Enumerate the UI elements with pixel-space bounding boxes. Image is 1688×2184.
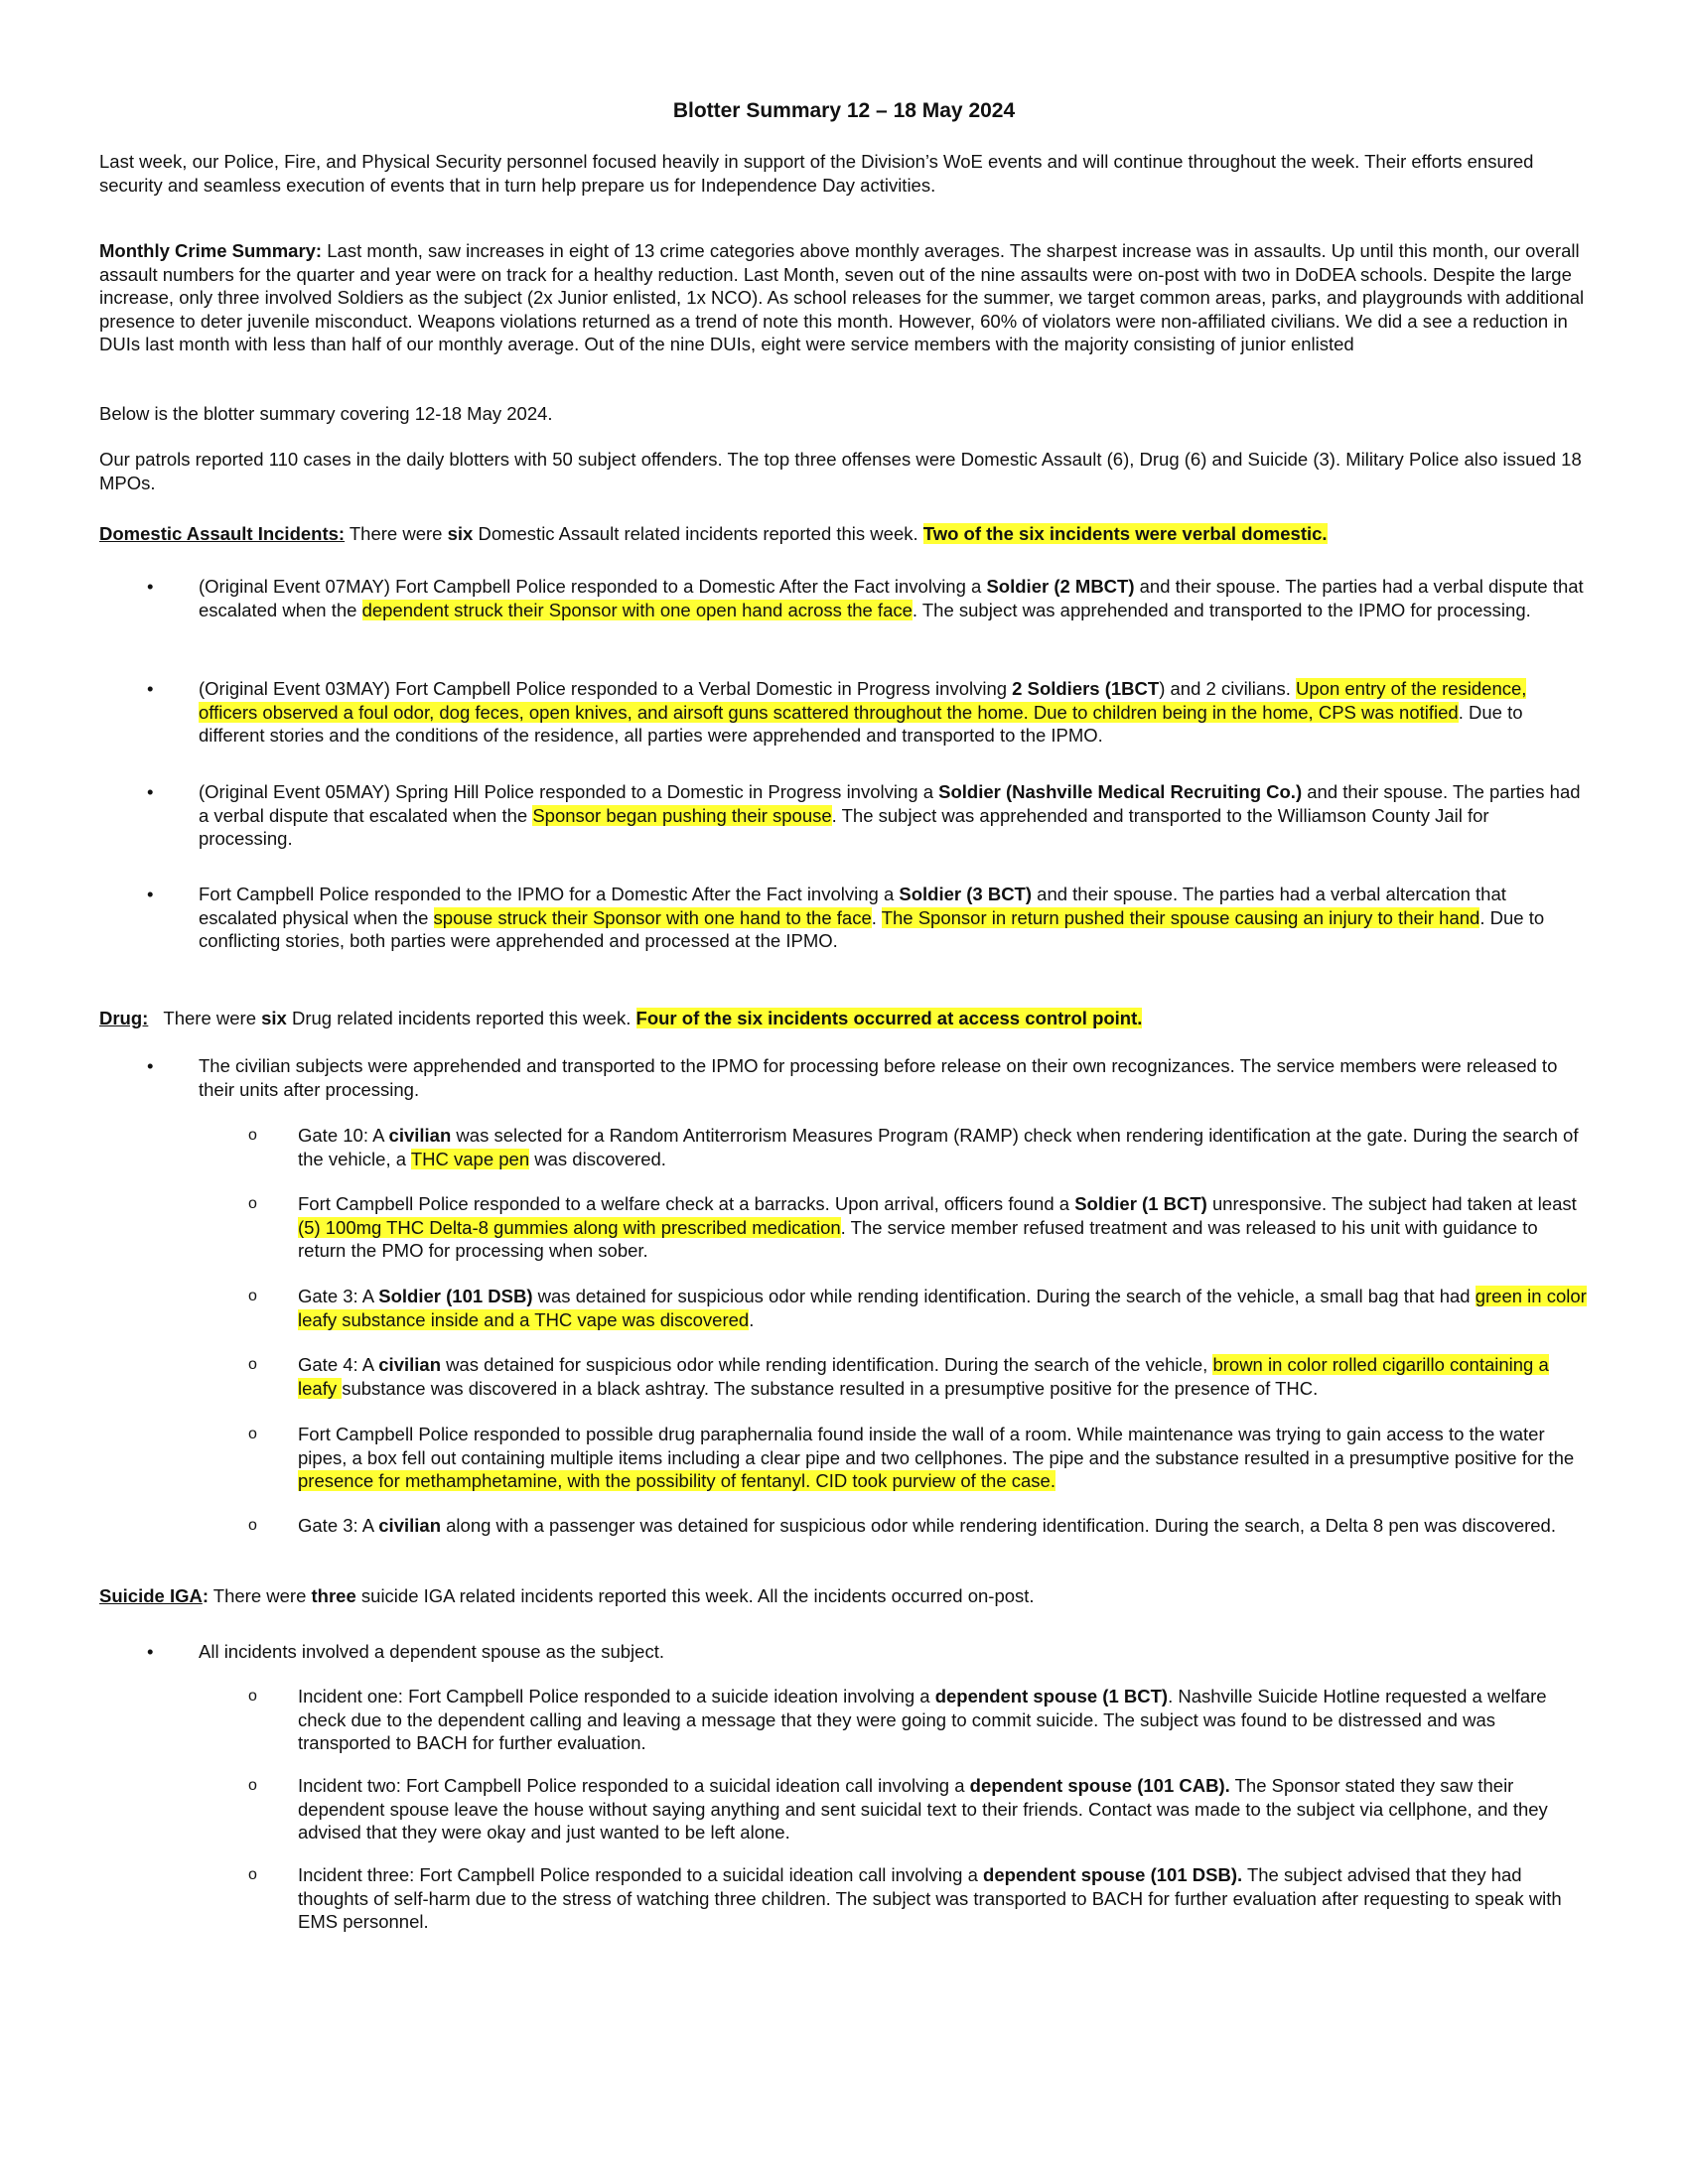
item-text: . Due to different stories and the conditions of the residence, all parties were apprehended and transported to the IPMO.: [199, 701, 1523, 746]
drug-count: six: [261, 1008, 287, 1028]
drug-item: [298, 1192, 1589, 1263]
item-text: Fort Campbell Police responded to the IPMO for a Domestic After the Fact involving a: [199, 884, 900, 904]
item-text: Gate 4: A: [298, 1354, 379, 1375]
domestic-heading-line: [99, 522, 1589, 546]
item-text: . The service member refused treatment and was released to his unit with guidance to return the PMO for processing when sober.: [298, 1216, 1538, 1261]
suicide-bullet: All incidents involved a dependent spouse as the subject.: [199, 1641, 664, 1662]
item-text: along with a passenger was detained for suspicious odor while rendering identification. During the search, a Delta 8 pen was discovered.: [441, 1515, 1556, 1536]
domestic-text: There were: [345, 523, 448, 544]
item-highlight: The Sponsor in return pushed their spouse causing an injury to their hand: [881, 906, 1480, 928]
below-paragraph: Below is the blotter summary covering 12-18 May 2024.: [99, 403, 553, 424]
bullet-icon: •: [147, 1641, 154, 1662]
item-text: substance was discovered in a black ashtray. The substance resulted in a presumptive positive for the presence of THC.: [342, 1377, 1319, 1399]
domestic-item: [199, 780, 1584, 851]
item-text: and their spouse. The parties had a verbal dispute that escalated when the: [199, 781, 1581, 826]
item-text: was detained for suspicious odor while rending identification. During the search of the vehicle, a small bag that had: [532, 1286, 1476, 1306]
item-subject: dependent spouse (101 DSB).: [983, 1864, 1243, 1885]
item-highlight: spouse struck their Sponsor with one hand to the face: [433, 906, 872, 928]
sub-bullet-icon: o: [248, 1517, 257, 1534]
sub-bullet-icon: o: [248, 1288, 257, 1304]
item-unit: Soldier (2 MBCT): [986, 576, 1135, 597]
sub-bullet-icon: o: [248, 1356, 257, 1373]
suicide-item: [298, 1774, 1589, 1844]
item-highlight: (5) 100mg THC Delta-8 gummies along with prescribed medication: [298, 1216, 841, 1238]
item-subject: dependent spouse (101 CAB).: [969, 1775, 1230, 1796]
drug-heading-line: [99, 1007, 1589, 1030]
drug-text-2: Drug related incidents reported this week.: [286, 1008, 636, 1028]
item-text: . The subject was apprehended and transported to the IPMO for processing.: [912, 599, 1531, 620]
sub-bullet-icon: o: [248, 1688, 257, 1705]
item-highlight: THC vape pen: [410, 1148, 530, 1169]
sub-bullet-icon: o: [248, 1195, 257, 1212]
monthly-text: Last month, saw increases in eight of 13 crime categories above monthly averages. The sharpest increase was in assaults. Up until this month, our overall assault numbers for the quarter and year were on track for a healthy reduction. Last Month, seven out of the nine assaults were on-post with two in DoDEA schools. Despite the large increase, only three involved Soldiers as the subject (2x Junior enlisted, 1x NCO). As school releases for the summer, we target common areas, parks, and playgrounds with additional presence to deter juvenile misconduct. Weapons violations returned as a trend of note this month. However, 60% of violators were non-affiliated civilians. We did a see a reduction in DUIs last month with less than half of our monthly average. Out of the nine DUIs, eight were service members with the majority consisting of junior enlisted: [99, 240, 1585, 354]
bullet-icon: •: [147, 678, 154, 699]
document-title: Blotter Summary 12 – 18 May 2024: [672, 99, 1016, 122]
drug-heading: Drug:: [99, 1008, 149, 1028]
item-text: The subject advised that they had thoughts of self-harm due to the stress of watching three children. The subject was transported to BACH for further evaluation after requesting to speak with EMS personnel.: [298, 1864, 1562, 1932]
domestic-count: six: [447, 523, 474, 544]
item-text: Incident one: Fort Campbell Police responded to a suicide ideation involving a: [298, 1686, 935, 1706]
item-text: Incident three: Fort Campbell Police responded to a suicidal ideation call involving a: [298, 1864, 984, 1885]
item-text: . Due to conflicting stories, both parties were apprehended and processed at the IPMO.: [199, 906, 1545, 951]
bullet-icon: •: [147, 781, 154, 802]
item-text: Gate 3: A: [298, 1515, 379, 1536]
drug-text: There were: [148, 1008, 262, 1028]
item-text: . Nashville Suicide Hotline requested a welfare check due to the dependent calling and leaving a message that they were going to commit suicide. The subject was found to be distressed and was transported to BACH for further evaluation.: [298, 1686, 1547, 1753]
item-subject: civilian: [388, 1125, 452, 1146]
item-subject: Soldier (101 DSB): [378, 1286, 533, 1306]
item-text: The Sponsor stated they saw their dependent spouse leave the house without saying anything and sent suicidal text to their friends. Contact was made to the subject via cellphone, and they advised that they were okay and just wanted to be left alone.: [298, 1775, 1548, 1843]
suicide-count: three: [311, 1585, 356, 1606]
patrols-paragraph: Our patrols reported 110 cases in the daily blotters with 50 subject offenders. The top three offenses were Domestic Assault (6), Drug (6) and Suicide (3). Military Police also issued 18 MPOs.: [99, 449, 1582, 493]
item-highlight: Sponsor began pushing their spouse: [532, 804, 832, 826]
suicide-text: There were: [209, 1585, 312, 1606]
suicide-item: [298, 1863, 1589, 1934]
suicide-heading-line: [99, 1584, 1589, 1608]
sub-bullet-icon: o: [248, 1777, 257, 1794]
item-text: .: [871, 906, 882, 928]
item-text: (Original Event 07MAY) Fort Campbell Police responded to a Domestic After the Fact involving a: [199, 576, 987, 597]
suicide-heading: Suicide IGA: [99, 1585, 203, 1606]
monthly-crime-summary: [99, 239, 1589, 356]
item-highlight: Upon entry of the residence, officers observed a foul odor, dog feces, open knives, and airsoft guns scattered throughout the home. Due to children being in the home, CPS was notified: [199, 678, 1527, 723]
item-unit: 2 Soldiers (1BCT: [1012, 678, 1160, 699]
item-subject: Soldier (1 BCT): [1074, 1193, 1207, 1214]
item-text: (Original Event 03MAY) Fort Campbell Police responded to a Verbal Domestic in Progress involving: [199, 678, 1013, 699]
item-text: was detained for suspicious odor while rending identification. During the search of the vehicle,: [441, 1354, 1213, 1375]
drug-item: [298, 1423, 1589, 1493]
item-highlight: brown in color rolled cigarillo containing a leafy: [298, 1354, 1549, 1399]
suicide-item: [298, 1685, 1589, 1755]
domestic-text-2: Domestic Assault related incidents reported this week.: [473, 523, 923, 544]
item-text: and their spouse. The parties had a verbal dispute that escalated when the: [199, 576, 1584, 620]
bullet-icon: •: [147, 884, 154, 904]
item-text: was discovered.: [529, 1148, 666, 1169]
item-text: Gate 10: A: [298, 1125, 389, 1146]
item-text: unresponsive. The subject had taken at least: [1206, 1193, 1577, 1214]
suicide-colon: :: [202, 1585, 209, 1606]
intro-paragraph: Last week, our Police, Fire, and Physical Security personnel focused heavily in support of the Division’s WoE events and will continue throughout the week. Their efforts ensured security and seamless execution of events that in turn help prepare us for Independence Day activities.: [99, 151, 1534, 196]
item-highlight: dependent struck their Sponsor with one open hand across the face: [361, 599, 913, 620]
monthly-label: Monthly Crime Summary:: [99, 240, 323, 261]
domestic-item: [199, 883, 1584, 953]
item-text: . The subject was apprehended and transported to the Williamson County Jail for processing.: [199, 804, 1489, 849]
drug-item: [298, 1285, 1589, 1331]
drug-item: [298, 1353, 1589, 1400]
drug-item: [298, 1124, 1589, 1170]
suicide-text-2: suicide IGA related incidents reported this week. All the incidents occurred on-post.: [355, 1585, 1035, 1606]
item-text: Fort Campbell Police responded to possible drug paraphernalia found inside the wall of a room. While maintenance was trying to gain access to the water pipes, a box fell out containing multiple items including a clear pipe and two cellphones. The pipe and the substance resulted in a presumptive positive for the: [298, 1424, 1575, 1468]
item-unit: Soldier (3 BCT): [899, 884, 1033, 904]
item-subject: civilian: [378, 1515, 441, 1536]
bullet-icon: •: [147, 1055, 154, 1076]
item-text: ) and 2 civilians.: [1159, 678, 1297, 699]
item-highlight: green in color leafy substance inside and a THC vape was discovered: [298, 1286, 1587, 1330]
domestic-item: [199, 677, 1584, 748]
item-highlight: presence for methamphetamine, with the possibility of fentanyl. CID took purview of the case.: [298, 1470, 1055, 1491]
bullet-icon: •: [147, 576, 154, 597]
item-unit: Soldier (Nashville Medical Recruiting Co.): [938, 781, 1303, 802]
sub-bullet-icon: o: [248, 1866, 257, 1883]
item-text: (Original Event 05MAY) Spring Hill Police responded to a Domestic in Progress involving a: [199, 781, 939, 802]
domestic-heading: Domestic Assault Incidents:: [99, 523, 346, 544]
item-subject: dependent spouse (1 BCT): [934, 1686, 1169, 1706]
domestic-highlight: Two of the six incidents were verbal domestic.: [922, 523, 1328, 544]
sub-bullet-icon: o: [248, 1426, 257, 1442]
item-text: and their spouse. The parties had a verbal altercation that escalated physical when the: [199, 884, 1506, 928]
item-text: Incident two: Fort Campbell Police responded to a suicidal ideation call involving a: [298, 1775, 970, 1796]
drug-item: [298, 1514, 1589, 1538]
domestic-item: [199, 575, 1584, 621]
item-text: .: [749, 1308, 755, 1330]
item-text: Fort Campbell Police responded to a welfare check at a barracks. Upon arrival, officers found a: [298, 1193, 1075, 1214]
item-subject: civilian: [378, 1354, 441, 1375]
drug-bullet: The civilian subjects were apprehended and transported to the IPMO for processing before release on their own recognizances. The service members were released to their units after processing.: [199, 1055, 1558, 1100]
item-text: was selected for a Random Antiterrorism Measures Program (RAMP) check when rendering identification at the gate. During the search of the vehicle, a: [298, 1125, 1579, 1169]
sub-bullet-icon: o: [248, 1127, 257, 1144]
drug-highlight: Four of the six incidents occurred at access control point.: [635, 1008, 1143, 1028]
item-text: Gate 3: A: [298, 1286, 379, 1306]
